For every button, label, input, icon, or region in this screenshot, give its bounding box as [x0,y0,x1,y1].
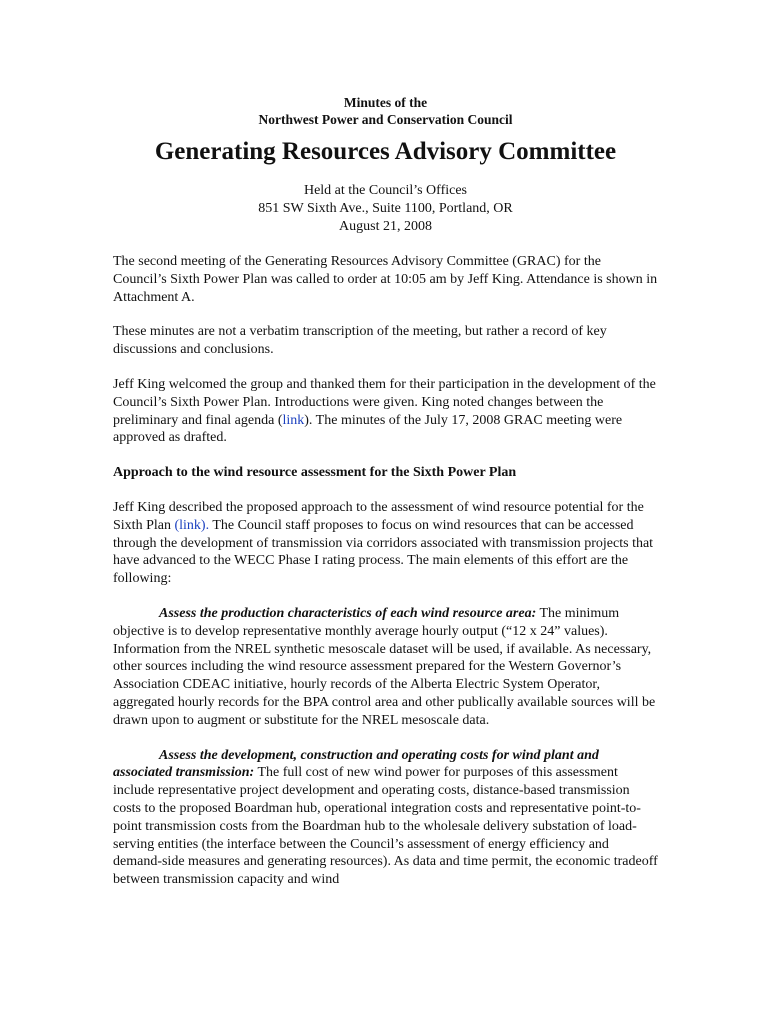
minutes-header-line1: Minutes of the [343,95,428,110]
welcome-text-after: ). The minutes of the July 17, 2008 GRAC meeting were approved as drafted. [113,412,623,446]
welcome-text-before: Jeff King welcomed the group and thanked them for their participation in the development of the Council’s Sixth Power Plan. Introductions were given. King noted changes between the preliminary and final agenda ( [113,376,656,428]
section-heading-wind: Approach to the wind resource assessment for the Sixth Power Plan [113,465,517,481]
wind-intro-before: Jeff King described the proposed approach to the assessment of wind resource potential for the Sixth Plan [113,499,644,533]
paragraph-minutes-note: These minutes are not a verbatim transcription of the meeting, but rather a record of key discussions and conclusions. [113,324,607,358]
location-line1: Held at the Council’s Offices [303,183,468,198]
meeting-location [113,182,658,236]
paragraph-wind-intro [113,499,658,588]
paragraph-production-characteristics [113,605,658,730]
production-text: The minimum objective is to develop representative monthly average hourly output (“12 x 24” values). Information from the NREL synthetic mesoscale dataset will be used, if available. As necessary, other sources including the wind resource assessment prepared for the Western Governor’s Association CDEAC initiative, hourly records of the Alberta Electric System Operator, aggregated hourly records for the BPA control area and other publically available sources will be drawn upon to augment or substitute for the NREL mesoscale data. [113,605,656,728]
document-body [113,94,658,889]
production-lead: Assess the production characteristics of each wind resource area: [159,605,537,621]
paragraph-costs [113,747,658,889]
costs-lead: Assess the development, construction and operating costs for wind plant and associated transmission: [113,747,599,781]
paragraph-welcome [113,376,658,447]
document-title: Generating Resources Advisory Committee [154,138,617,165]
agenda-link[interactable]: link [282,412,305,428]
paragraph-call-to-order: The second meeting of the Generating Resources Advisory Committee (GRAC) for the Council’s Sixth Power Plan was called to order at 10:05 am by Jeff King. Attendance is shown in Attachment A. [113,254,658,305]
location-address: 851 SW Sixth Ave., Suite 1100, Portland, OR [258,201,513,216]
costs-text: The full cost of new wind power for purposes of this assessment include representative project development and operating costs, distance-based transmission costs to the proposed Boardman hub, operational integration costs and representative point-to-point transmission costs from the Boardman hub to the wholesale delivery substation of load-serving entities (the interface between the Council’s assessment of energy efficiency and demand-side measures and generating resources). As data and time permit, the economic tradeoff between transmission capacity and wind [113,765,658,888]
minutes-header-line2: Northwest Power and Conservation Council [258,112,513,127]
meeting-date: August 21, 2008 [339,219,432,234]
wind-plan-link[interactable]: (link). [174,517,210,533]
wind-intro-after: The Council staff proposes to focus on wind resources that can be accessed through the development of transmission via corridors associated with transmission projects that have advanced to the WECC Phase I rating process. The main elements of this effort are the following: [113,517,654,587]
